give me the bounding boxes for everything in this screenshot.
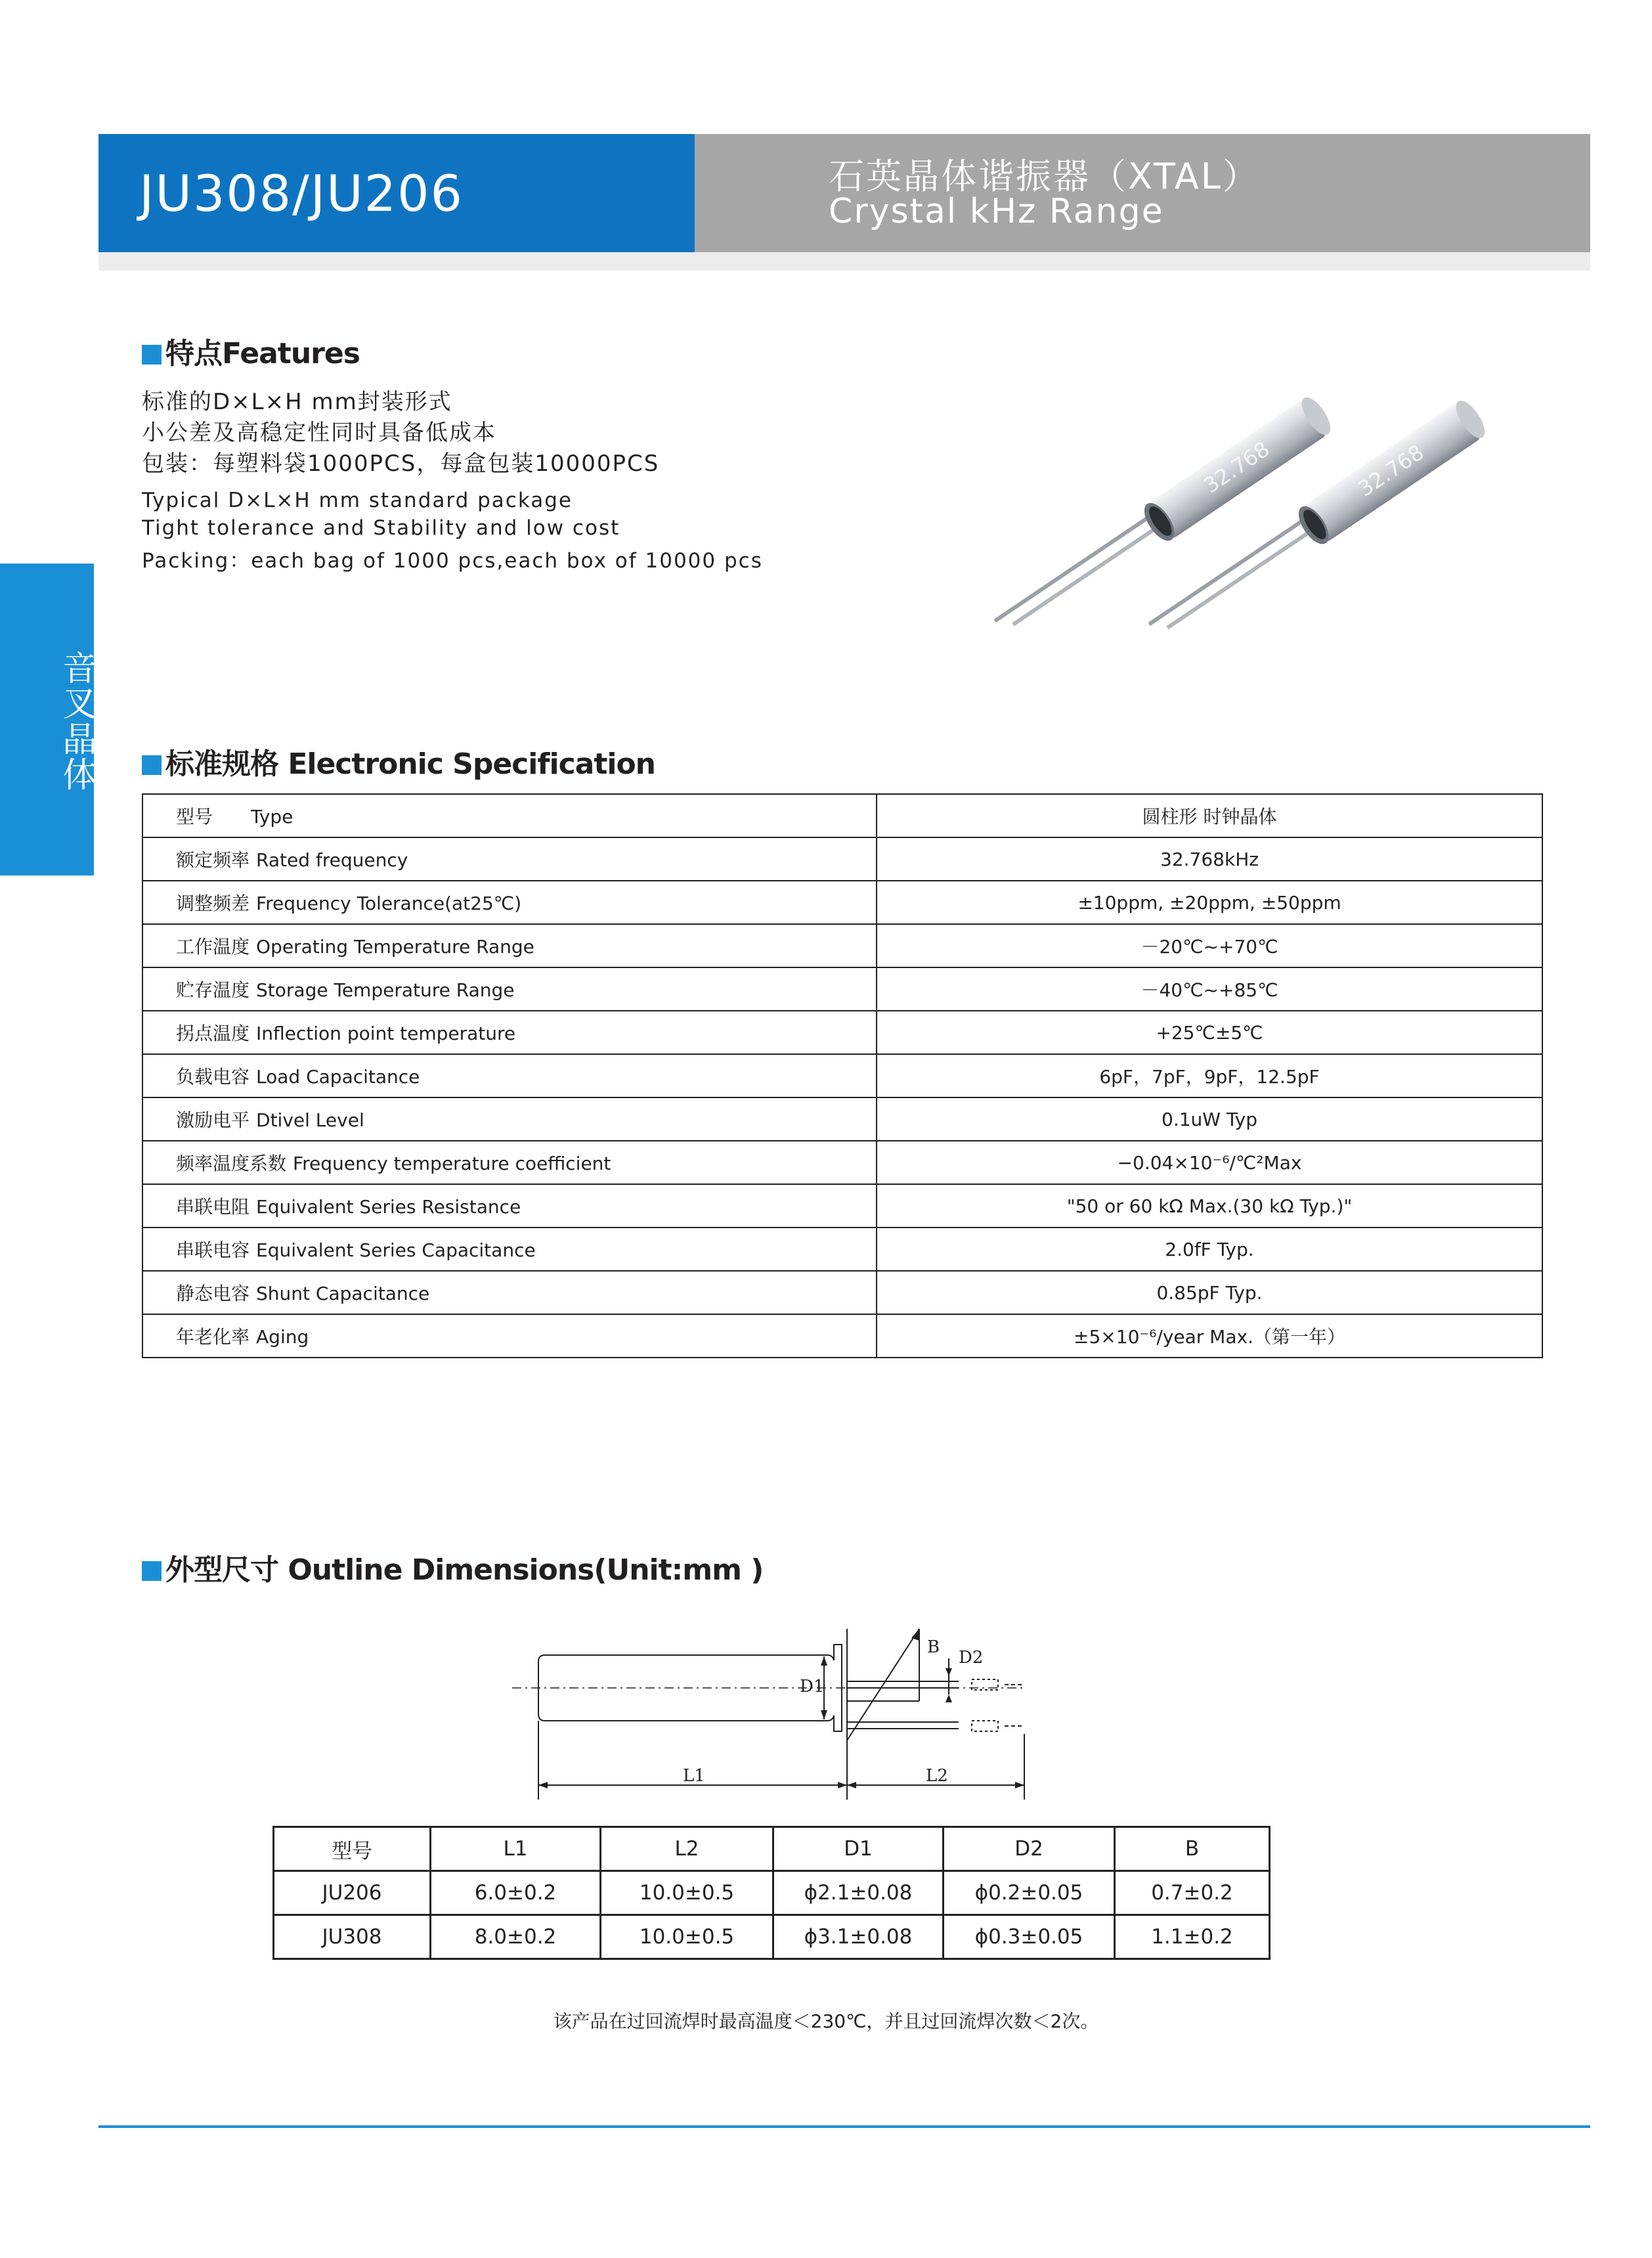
column-header: B <box>1115 1827 1270 1871</box>
dim-label-d1: D1 <box>800 1677 825 1696</box>
spec-value: 圆柱形 时钟晶体 <box>877 794 1542 837</box>
outline-dimension-diagram <box>499 1603 1051 1813</box>
table-row <box>274 1915 1270 1959</box>
table-row <box>142 1184 1542 1228</box>
table-header-row <box>274 1827 1270 1871</box>
spec-value: 32.768kHz <box>877 837 1542 881</box>
header-divider-strip <box>98 252 1590 271</box>
spec-key-en: Shunt Capacitance <box>256 1283 430 1304</box>
column-header: D1 <box>773 1827 944 1871</box>
side-category-label: 音叉晶体 <box>56 650 96 792</box>
header-title-cn: 石英晶体谐振器（XTAL） <box>829 156 1260 197</box>
table-cell: 6.0±0.2 <box>431 1871 601 1915</box>
table-row <box>142 1097 1542 1141</box>
spec-key-en: Aging <box>256 1326 309 1348</box>
table-cell: ϕ0.3±0.05 <box>944 1915 1115 1959</box>
column-header: D2 <box>944 1827 1115 1871</box>
spec-key-cn: 年老化率 <box>176 1326 250 1348</box>
spec-value: ±10ppm, ±20ppm, ±50ppm <box>877 881 1542 924</box>
spec-key-cn: 负载电容 <box>176 1066 250 1088</box>
table-cell: ϕ3.1±0.08 <box>773 1915 944 1959</box>
footer-divider <box>98 2125 1590 2128</box>
table-row <box>274 1871 1270 1915</box>
spec-key-en: Frequency temperature coefficient <box>293 1153 611 1174</box>
feature-cn-line: 标准的D×L×H mm封装形式 <box>142 389 452 415</box>
table-row <box>142 1141 1542 1184</box>
table-cell: JU206 <box>274 1871 431 1915</box>
table-row <box>142 924 1542 967</box>
table-row <box>142 1054 1542 1097</box>
table-row <box>142 1314 1542 1358</box>
spec-key-cn: 贮存温度 <box>176 979 250 1001</box>
spec-key-en: Inflection point temperature <box>256 1023 516 1044</box>
table-cell: 1.1±0.2 <box>1115 1915 1270 1959</box>
spec-value: －20℃~+70℃ <box>877 924 1542 967</box>
table-cell: ϕ0.2±0.05 <box>944 1871 1115 1915</box>
spec-value: −0.04×10⁻⁶/℃²Max <box>877 1141 1542 1184</box>
spec-value: "50 or 60 kΩ Max.(30 kΩ Typ.)" <box>877 1184 1542 1228</box>
spec-value: －40℃~+85℃ <box>877 967 1542 1011</box>
spec-key-en: Operating Temperature Range <box>256 936 534 958</box>
feature-en-line: Packing：each bag of 1000 pcs,each box of 10000 pcs <box>142 549 763 573</box>
spec-key-cn: 串联电容 <box>176 1239 250 1261</box>
table-row <box>142 1228 1542 1271</box>
feature-cn-line: 包装：每塑料袋1000PCS，每盒包装10000PCS <box>142 451 660 477</box>
spec-key-cn: 静态电容 <box>176 1283 250 1304</box>
table-cell: 10.0±0.5 <box>601 1915 773 1959</box>
table-cell: ϕ2.1±0.08 <box>773 1871 944 1915</box>
table-cell: JU308 <box>274 1915 431 1959</box>
spec-value: 6pF，7pF，9pF，12.5pF <box>877 1054 1542 1097</box>
spec-key-cn: 额定频率 <box>176 849 250 871</box>
table-row <box>142 1271 1542 1314</box>
spec-key-cn: 调整频差 <box>176 893 250 914</box>
section-square-icon <box>142 345 162 365</box>
spec-key-en: Load Capacitance <box>256 1066 420 1088</box>
table-row <box>142 1011 1542 1054</box>
spec-key-cn: 激励电平 <box>176 1109 250 1131</box>
features-heading <box>142 330 360 372</box>
column-header: L1 <box>431 1827 601 1871</box>
feature-en-line: Tight tolerance and Stability and low cost <box>142 516 620 540</box>
spec-key-cn: 拐点温度 <box>176 1023 250 1044</box>
spec-key-en: Dtivel Level <box>256 1109 364 1131</box>
dim-label-b: B <box>927 1637 940 1657</box>
spec-key-en: Rated frequency <box>256 849 408 871</box>
spec-heading <box>142 740 655 782</box>
crystal-marking: 32.768 <box>1199 436 1274 498</box>
spec-key-cn: 频率温度系数 <box>176 1153 287 1174</box>
spec-key-en: Frequency Tolerance(at25℃) <box>256 893 522 914</box>
column-header: 型号 <box>274 1827 431 1871</box>
table-row <box>142 881 1542 924</box>
table-row <box>142 967 1542 1011</box>
feature-en-line: Typical D×L×H mm standard package <box>142 489 573 512</box>
dimensions-table <box>272 1826 1271 1960</box>
column-header: L2 <box>601 1827 773 1871</box>
spec-key-en: Equivalent Series Resistance <box>256 1196 521 1218</box>
crystal-product-image <box>972 387 1497 631</box>
dimensions-heading-text: 外型尺寸 Outline Dimensions(Unit:mm ) <box>165 1553 764 1587</box>
spec-value: 0.1uW Typ <box>877 1097 1542 1141</box>
table-cell: 0.7±0.2 <box>1115 1871 1270 1915</box>
spec-key-cn: 串联电阻 <box>176 1196 250 1218</box>
spec-value: +25℃±5℃ <box>877 1011 1542 1054</box>
section-square-icon <box>142 1561 162 1581</box>
spec-value: ±5×10⁻⁶/year Max.（第一年） <box>877 1314 1542 1358</box>
reflow-note: 该产品在过回流焊时最高温度＜230℃，并且过回流焊次数＜2次。 <box>553 2010 1099 2032</box>
crystal-marking: 32.768 <box>1353 439 1429 502</box>
section-square-icon <box>142 755 162 775</box>
spec-key-cn: 型号 <box>176 806 213 828</box>
product-model-title: JU308/JU206 <box>139 164 464 223</box>
spec-key-en: Type <box>251 806 293 828</box>
spec-value: 0.85pF Typ. <box>877 1271 1542 1314</box>
spec-heading-text: 标准规格 Electronic Specification <box>165 747 656 781</box>
dim-label-d2: D2 <box>959 1648 984 1668</box>
spec-key-en: Storage Temperature Range <box>256 979 515 1001</box>
spec-key-en: Equivalent Series Capacitance <box>256 1239 536 1261</box>
dimensions-heading <box>142 1546 763 1588</box>
dim-label-l1: L1 <box>683 1766 705 1786</box>
crystal-left <box>988 393 1336 631</box>
table-cell: 10.0±0.5 <box>601 1871 773 1915</box>
table-row <box>142 794 1542 837</box>
spec-key-cn: 工作温度 <box>176 936 250 958</box>
features-heading-text: 特点Features <box>165 337 360 370</box>
spec-value: 2.0fF Typ. <box>877 1228 1542 1271</box>
table-cell: 8.0±0.2 <box>431 1915 601 1959</box>
spec-table <box>142 793 1543 1358</box>
header-title-en: Crystal kHz Range <box>829 192 1164 231</box>
table-row <box>142 837 1542 881</box>
feature-cn-line: 小公差及高稳定性同时具备低成本 <box>142 420 496 446</box>
dim-label-l2: L2 <box>926 1766 948 1786</box>
